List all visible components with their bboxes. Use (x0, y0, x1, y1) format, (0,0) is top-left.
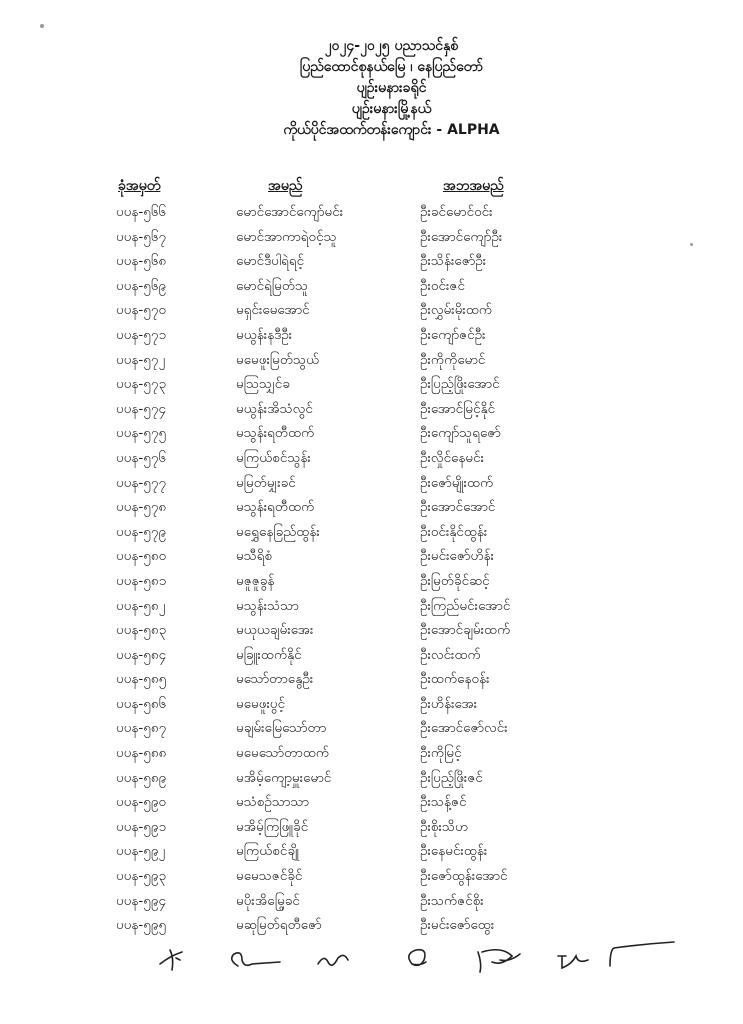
table-row (0, 372, 743, 397)
father-name: ဦးပြည့်ဖြိုးဇင် (420, 769, 483, 786)
student-list (0, 200, 743, 938)
student-name: မကြယ်စင်သွန်း (236, 449, 311, 466)
seat-number: ပပန-၅၉၀ (116, 794, 167, 811)
father-name: ဦးပြည့်ဖြိုးအောင် (420, 376, 500, 393)
table-row (0, 495, 743, 520)
seat-number: ပပန-၅၉၄ (116, 892, 167, 909)
signature-mark (232, 953, 280, 966)
township-line: ပျဉ်းမနားမြို့နယ် (351, 101, 432, 117)
table-row (0, 471, 743, 496)
signature-mark (160, 950, 182, 970)
student-name: မမြတ်မျှးခင် (236, 474, 296, 491)
father-name: ဦးထက်နေဝန်း (420, 671, 490, 688)
student-name: မမေဖူးပွင့် (236, 695, 286, 712)
signature-mark (318, 955, 348, 965)
student-name: မခြူးထက်နိုင် (236, 646, 302, 663)
student-name: မမေဖူးမြတ်သွယ် (236, 351, 320, 368)
seat-number: ပပန-၅၇၆ (116, 449, 167, 466)
student-name: မကြယ်စင်ချို (236, 843, 300, 860)
father-name: ဦးလွှမ်းမိုးထက် (420, 302, 493, 319)
table-row (0, 839, 743, 864)
student-name: မောင်ဒီပါရဲရင့် (236, 253, 305, 270)
signature-mark (558, 956, 588, 968)
father-name: ဦးမြတ်ခိုင်ဆင့် (420, 572, 490, 589)
student-name: မသွန်းသံသာ (236, 597, 299, 614)
table-row (0, 643, 743, 668)
father-name: ဦးကျော်ဇင်ဦး (420, 326, 486, 343)
father-name: ဦးအောင်ချမ်းထက် (420, 622, 511, 639)
father-name: ဦးနေမင်းထွန်း (420, 843, 488, 860)
student-name: မောင်ရဲမြတ်သူ (236, 277, 309, 294)
seat-number: ပပန-၅၈၀ (116, 548, 167, 565)
father-name: ဦးဇော်ထွန်းအောင် (420, 868, 508, 885)
father-name: ဦးဇော်မျိုးထက် (420, 474, 494, 491)
seat-number: ပပန-၅၈၇ (116, 720, 167, 737)
district-line: ပျဉ်းမနားခရိုင် (356, 80, 427, 96)
father-name: ဦးအောင်ကျော်ဦး (420, 228, 503, 245)
seat-number: ပပန-၅၇၇ (116, 474, 167, 491)
table-row (0, 716, 743, 741)
table-row (0, 520, 743, 545)
document-header (0, 36, 743, 141)
student-name: မယွန်းအိသံလွင် (236, 400, 313, 417)
student-name: မဇူဇူခွန် (236, 572, 275, 589)
seat-number: ပပန-၅၇၀ (116, 302, 167, 319)
table-row (0, 889, 743, 914)
table-row (0, 864, 743, 889)
table-row (0, 348, 743, 373)
student-name: မပိုးအိမ္ဂြေခင် (236, 892, 300, 909)
student-name: မယုယချမ်းအေး (236, 622, 314, 639)
seat-number: ပပန-၅၈၉ (116, 769, 167, 786)
seat-number: ပပန-၅၈၂ (116, 597, 166, 614)
seat-number: ပပန-၅၆၇ (116, 228, 167, 245)
student-name: မဆုမြတ်ရတီဇော် (236, 917, 322, 934)
seat-number: ပပန-၅၇၄ (116, 400, 167, 417)
scan-speck (40, 24, 44, 28)
seat-number: ပပန-၅၉၁ (116, 818, 167, 835)
father-name: ဦးသိန်းဇော်ဦး (420, 253, 487, 270)
father-name: ဦးအောင်ဇော်လင်း (420, 720, 508, 737)
father-name: ဦးကိုမြင့် (420, 745, 462, 762)
seat-number: ပပန-၅၉၂ (116, 843, 166, 860)
table-row (0, 618, 743, 643)
table-row (0, 667, 743, 692)
table-row (0, 790, 743, 815)
seat-number: ပပန-၅၆၈ (116, 253, 167, 270)
table-row (0, 200, 743, 225)
signature-mark (610, 942, 674, 966)
table-row (0, 569, 743, 594)
father-name: ဦးလင်းထက် (420, 646, 481, 663)
father-name: ဦးမင်းဇော်ထွေး (420, 917, 495, 934)
student-name: မရွှေနေခြည်ထွန်း (236, 523, 320, 540)
table-row (0, 446, 743, 471)
student-name: မသော်တာနွေဦး (236, 671, 314, 688)
student-name: မယွန်းနဒီဦး (236, 326, 293, 343)
student-name: မမေသဇင်ခိုင် (236, 868, 303, 885)
student-name: မသွန်းရတီထက် (236, 425, 315, 442)
seat-number: ပပန-၅၈၅ (116, 671, 167, 688)
father-name: ဦးကြည်မင်းအောင် (420, 597, 511, 614)
table-row (0, 766, 743, 791)
seat-number: ပပန-၅၈၃ (116, 622, 167, 639)
table-row (0, 274, 743, 299)
table-row (0, 741, 743, 766)
seat-number: ပပန-၅၇၅ (116, 425, 167, 442)
student-name: မရှင်းမေအောင် (236, 302, 310, 319)
father-name: ဦးလှိုင်နေမင်း (420, 449, 485, 466)
column-header-seat-no: ခုံအမှတ် (118, 178, 161, 194)
table-row (0, 544, 743, 569)
seat-number: ပပန-၅၉၃ (116, 868, 167, 885)
father-name: ဦးကိုကိုမောင် (420, 351, 486, 368)
seat-number: ပပန-၅၆၆ (116, 204, 167, 220)
student-name: မောင်အာကာရဲဝင့်သူ (236, 228, 337, 245)
father-name: ဦးအောင်အောင် (420, 499, 496, 516)
father-name: ဦးဝင်းနိုင်ထွန်း (420, 523, 488, 540)
table-row (0, 397, 743, 422)
table-row (0, 692, 743, 717)
father-name: ဦးသက်ဇင်စိုး (420, 892, 484, 909)
father-name: ဦးမင်းဇော်ဟိန်း (420, 548, 495, 565)
seat-number: ပပန-၅၆၉ (116, 277, 167, 294)
signature-mark (478, 950, 520, 972)
student-name: မအိမ့်ကျော့မှူးမောင် (236, 769, 332, 786)
signature-mark (409, 950, 426, 966)
student-name: မချမ်းမြေသော်တာ (236, 720, 327, 737)
table-row (0, 815, 743, 840)
student-name: မသံစဉ်သာသာ (236, 794, 310, 811)
column-header-name: အမည် (268, 178, 303, 194)
table-row (0, 249, 743, 274)
seat-number: ပပန-၅၇၉ (116, 523, 167, 540)
father-name: ဦးဝင်းဇင် (420, 277, 465, 294)
column-header-father-name: အဘအမည် (443, 178, 504, 194)
father-name: ဦးဟိန်းအေး (420, 695, 478, 712)
father-name: ဦးအောင်မြင့်နိုင် (420, 400, 496, 417)
father-name: ဦးစိုးသိဟ (420, 818, 469, 835)
student-name: မအိမ့်ကြဖြူခိုင် (236, 818, 309, 835)
table-row (0, 594, 743, 619)
seat-number: ပပန-၅၈၄ (116, 646, 167, 663)
seat-number: ပပန-၅၈၈ (116, 745, 167, 762)
student-name: မသြသျှင်ခ (236, 376, 290, 393)
academic-year: ၂၀၂၄-၂၀၂၅ ပညာသင်နှစ် (324, 38, 459, 54)
table-row (0, 323, 743, 348)
seat-number: ပပန-၅၈၆ (116, 695, 167, 712)
seat-number: ပပန-၅၇၁ (116, 326, 167, 343)
seat-number: ပပန-၅၇၂ (116, 351, 166, 368)
father-name: ဦးခင်မောင်ဝင်း (420, 204, 493, 220)
region-line: ပြည်ထောင်စုနယ်မြေ ၊ နေပြည်တော် (299, 59, 484, 75)
signatures (0, 930, 743, 1020)
table-row (0, 298, 743, 323)
student-name: မောင်အောင်ကျော်မင်း (236, 204, 344, 220)
seat-number: ပပန-၅၉၅ (116, 917, 167, 934)
table-row (0, 225, 743, 250)
seat-number: ပပန-၅၇၃ (116, 376, 167, 393)
student-name: မမေသော်တာထက် (236, 745, 330, 762)
student-name: မသွန်းရတီထက် (236, 499, 315, 516)
father-name: ဦးသန့်ဇင် (420, 794, 467, 811)
father-name: ဦးကျော်သူရဇော် (420, 425, 501, 442)
seat-number: ပပန-၅၇၈ (116, 499, 167, 516)
seat-number: ပပန-၅၈၁ (116, 572, 167, 589)
student-name: မသီရိစံ (236, 548, 273, 565)
school-line: ကိုယ်ပိုင်အထက်တန်းကျောင်း - ALPHA (283, 122, 500, 138)
table-row (0, 421, 743, 446)
